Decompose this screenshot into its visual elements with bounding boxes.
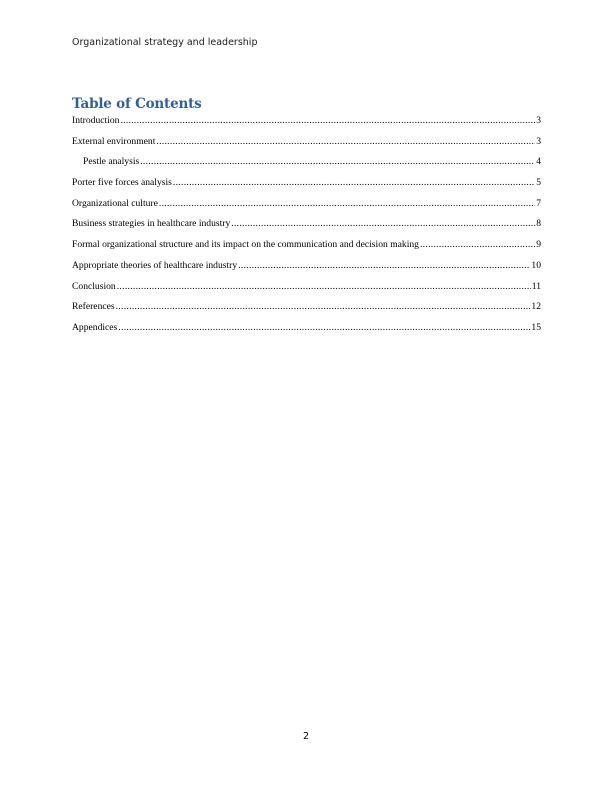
toc-entry-conclusion[interactable] bbox=[72, 281, 541, 302]
toc-entry-formal-structure[interactable] bbox=[72, 239, 541, 260]
toc-entry-label: Porter five forces analysis bbox=[72, 177, 172, 189]
page-number: 2 bbox=[302, 731, 310, 742]
dot-leader bbox=[420, 239, 535, 250]
toc-entry-page: 9 bbox=[536, 239, 541, 251]
toc-entry-introduction[interactable] bbox=[72, 115, 541, 136]
toc-heading: Table of Contents bbox=[72, 96, 202, 112]
toc-entry-label: Appendices bbox=[72, 321, 118, 333]
dot-leader bbox=[173, 177, 535, 188]
dot-leader bbox=[116, 301, 531, 312]
running-header: Organizational strategy and leadership bbox=[72, 37, 258, 48]
toc-entry-appendices[interactable] bbox=[72, 322, 541, 343]
dot-leader bbox=[118, 322, 530, 333]
toc-entry-appropriate-theories[interactable] bbox=[72, 260, 541, 281]
dot-leader bbox=[156, 136, 535, 147]
toc-entry-page: 8 bbox=[536, 218, 541, 230]
toc-entry-external-environment[interactable] bbox=[72, 136, 541, 157]
toc-entry-references[interactable] bbox=[72, 301, 541, 322]
toc-entry-label: Appropriate theories of healthcare industry bbox=[72, 259, 238, 271]
dot-leader bbox=[120, 115, 535, 126]
dot-leader bbox=[238, 260, 530, 271]
toc-entry-label: References bbox=[72, 301, 115, 313]
toc-entry-page: 3 bbox=[536, 115, 541, 126]
toc-entry-porter-five-forces[interactable] bbox=[72, 177, 541, 198]
toc-entry-page: 5 bbox=[536, 177, 541, 189]
toc-entry-business-strategies[interactable] bbox=[72, 218, 541, 239]
dot-leader bbox=[231, 218, 535, 229]
toc-entry-label: Pestle analysis bbox=[83, 156, 140, 168]
toc-entry-page: 3 bbox=[536, 135, 541, 147]
toc-entry-organizational-culture[interactable] bbox=[72, 198, 541, 219]
dot-leader bbox=[117, 281, 531, 292]
toc-entry-label: Conclusion bbox=[72, 280, 116, 292]
toc-entry-page: 4 bbox=[536, 156, 541, 168]
dot-leader bbox=[140, 156, 535, 167]
toc-entry-page: 11 bbox=[531, 280, 541, 292]
table-of-contents bbox=[72, 115, 541, 343]
toc-entry-label: Business strategies in healthcare industry bbox=[72, 218, 231, 230]
toc-entry-page: 15 bbox=[531, 321, 541, 333]
toc-entry-label: Formal organizational structure and its impact on the communication and decision making bbox=[72, 239, 419, 251]
toc-entry-label: Introduction bbox=[72, 115, 120, 126]
toc-entry-label: Organizational culture bbox=[72, 197, 158, 209]
toc-entry-page: 7 bbox=[536, 197, 541, 209]
toc-entry-label: External environment bbox=[72, 135, 156, 147]
dot-leader bbox=[159, 198, 535, 209]
toc-entry-page: 10 bbox=[531, 259, 541, 271]
toc-entry-page: 12 bbox=[531, 301, 541, 313]
toc-entry-pestle-analysis[interactable] bbox=[72, 156, 541, 177]
